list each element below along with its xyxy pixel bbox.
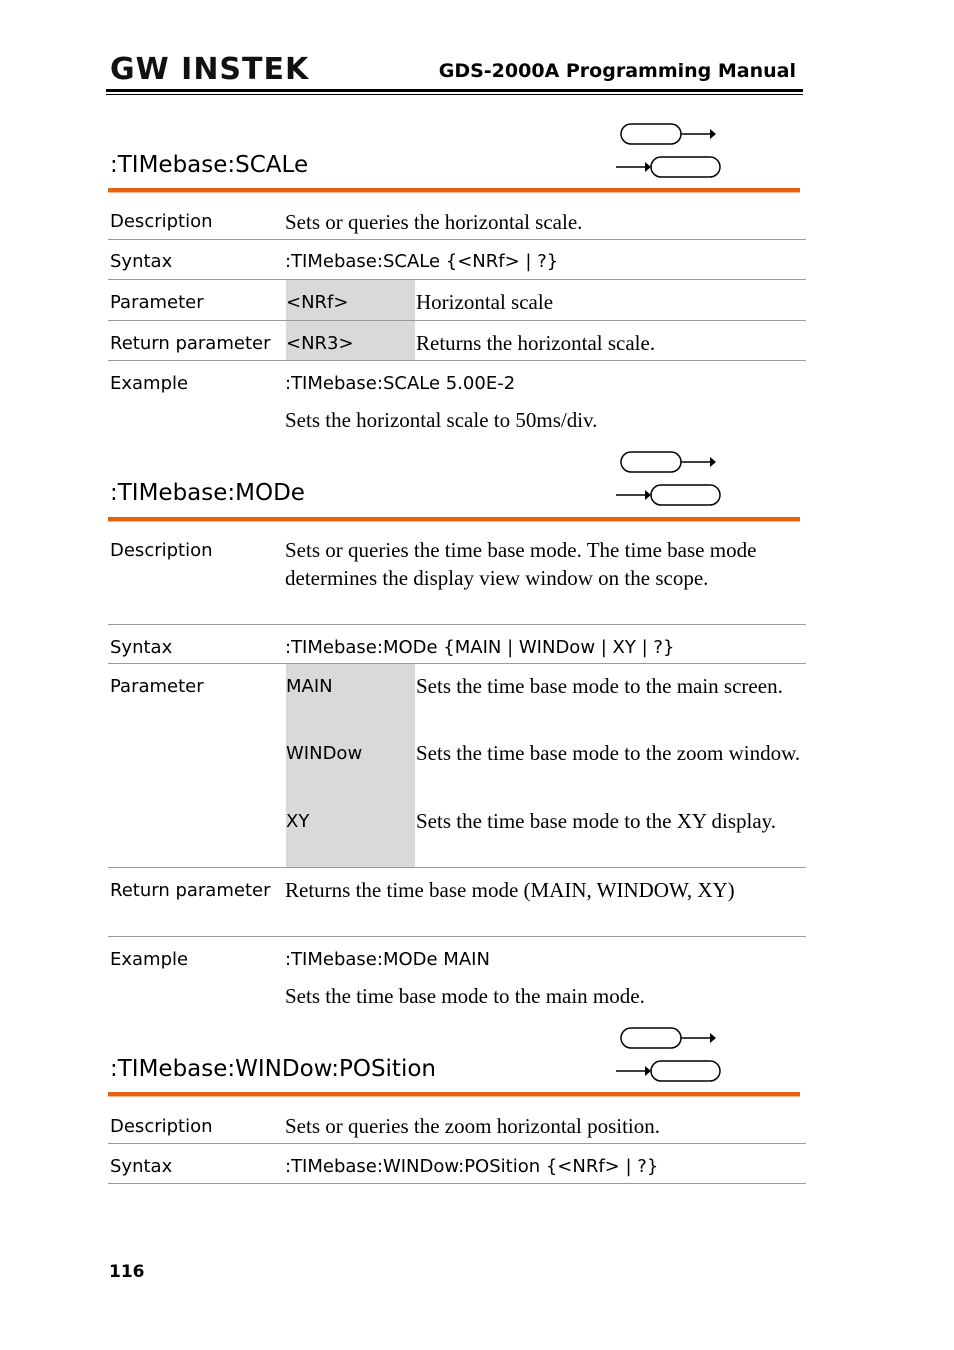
page-number: 116 xyxy=(109,1262,145,1282)
syntax-label: Syntax xyxy=(110,251,173,272)
parameter-name: <NRf> xyxy=(286,292,349,313)
description-text: Sets or queries the horizontal scale. xyxy=(285,210,583,234)
syntax-text: :TIMebase:SCALe {<NRf> | ?} xyxy=(285,251,559,272)
example-command: :TIMebase:MODe MAIN xyxy=(285,949,490,970)
manual-title: GDS-2000A Programming Manual xyxy=(438,60,796,82)
parameter-row xyxy=(108,280,806,321)
syntax-text: :TIMebase:WINDow:POSition {<NRf> | ?} xyxy=(285,1156,659,1177)
set-command-icon xyxy=(621,124,681,144)
example-command: :TIMebase:SCALe 5.00E-2 xyxy=(285,373,516,394)
syntax-row xyxy=(108,625,806,664)
example-label: Example xyxy=(110,949,189,970)
header-rule-thin xyxy=(106,94,803,95)
section-title: :TIMebase:WINDow:POSition xyxy=(110,1056,436,1082)
return-name: <NR3> xyxy=(286,333,354,354)
set-query-icon xyxy=(614,123,724,186)
gw-instek-logo xyxy=(110,52,310,87)
syntax-row xyxy=(108,1144,806,1184)
parameter-name: MAIN xyxy=(286,676,333,697)
parameter-desc: Sets the time base mode to the main screen. xyxy=(416,674,783,698)
example-label: Example xyxy=(110,373,189,394)
parameter-name: WINDow xyxy=(286,743,363,764)
section-rule xyxy=(108,517,800,521)
return-desc: Returns the horizontal scale. xyxy=(416,331,656,355)
set-query-icon xyxy=(614,451,724,514)
description-label: Description xyxy=(110,211,213,232)
query-command-icon xyxy=(651,157,720,177)
example-row xyxy=(108,361,806,441)
section-rule xyxy=(108,1092,800,1096)
syntax-text: :TIMebase:MODe {MAIN | WINDow | XY | ?} xyxy=(285,637,675,658)
parameter-desc: Sets the time base mode to the XY display. xyxy=(416,809,777,833)
description-row xyxy=(108,1104,806,1144)
section-title: :TIMebase:SCALe xyxy=(110,152,309,178)
set-command-icon xyxy=(621,452,681,472)
syntax-row xyxy=(108,240,806,280)
parameter-desc: Horizontal scale xyxy=(416,290,554,314)
return-desc: Returns the time base mode (MAIN, WINDOW, XY) xyxy=(285,878,735,902)
query-command-icon xyxy=(651,1061,720,1081)
parameter-name: XY xyxy=(286,811,310,832)
syntax-label: Syntax xyxy=(110,1156,173,1177)
section-rule xyxy=(108,188,800,192)
set-query-icon xyxy=(614,1027,724,1090)
query-command-icon xyxy=(651,485,720,505)
header-rule-thick xyxy=(106,89,803,92)
return-label: Return parameter xyxy=(110,333,271,354)
description-label: Description xyxy=(110,540,213,561)
return-row xyxy=(108,321,806,361)
description-text: Sets or queries the zoom horizontal position. xyxy=(285,1114,661,1138)
example-desc: Sets the horizontal scale to 50ms/div. xyxy=(285,408,598,432)
parameter-row xyxy=(108,664,806,868)
example-row xyxy=(108,937,806,1017)
return-row xyxy=(108,868,806,937)
return-label: Return parameter xyxy=(110,880,271,901)
syntax-label: Syntax xyxy=(110,637,173,658)
description-label: Description xyxy=(110,1116,213,1137)
set-command-icon xyxy=(621,1028,681,1048)
section-title: :TIMebase:MODe xyxy=(110,480,305,506)
logo-text: GW INSTEK xyxy=(110,52,310,87)
parameter-label: Parameter xyxy=(110,292,204,313)
example-desc: Sets the time base mode to the main mode. xyxy=(285,984,645,1008)
parameter-label: Parameter xyxy=(110,676,204,697)
description-text: Sets or queries the time base mode. The time base mode determines the display view window on the scope. xyxy=(285,538,757,590)
description-row xyxy=(108,200,806,240)
description-row xyxy=(108,528,806,625)
parameter-desc: Sets the time base mode to the zoom window. xyxy=(416,741,801,765)
